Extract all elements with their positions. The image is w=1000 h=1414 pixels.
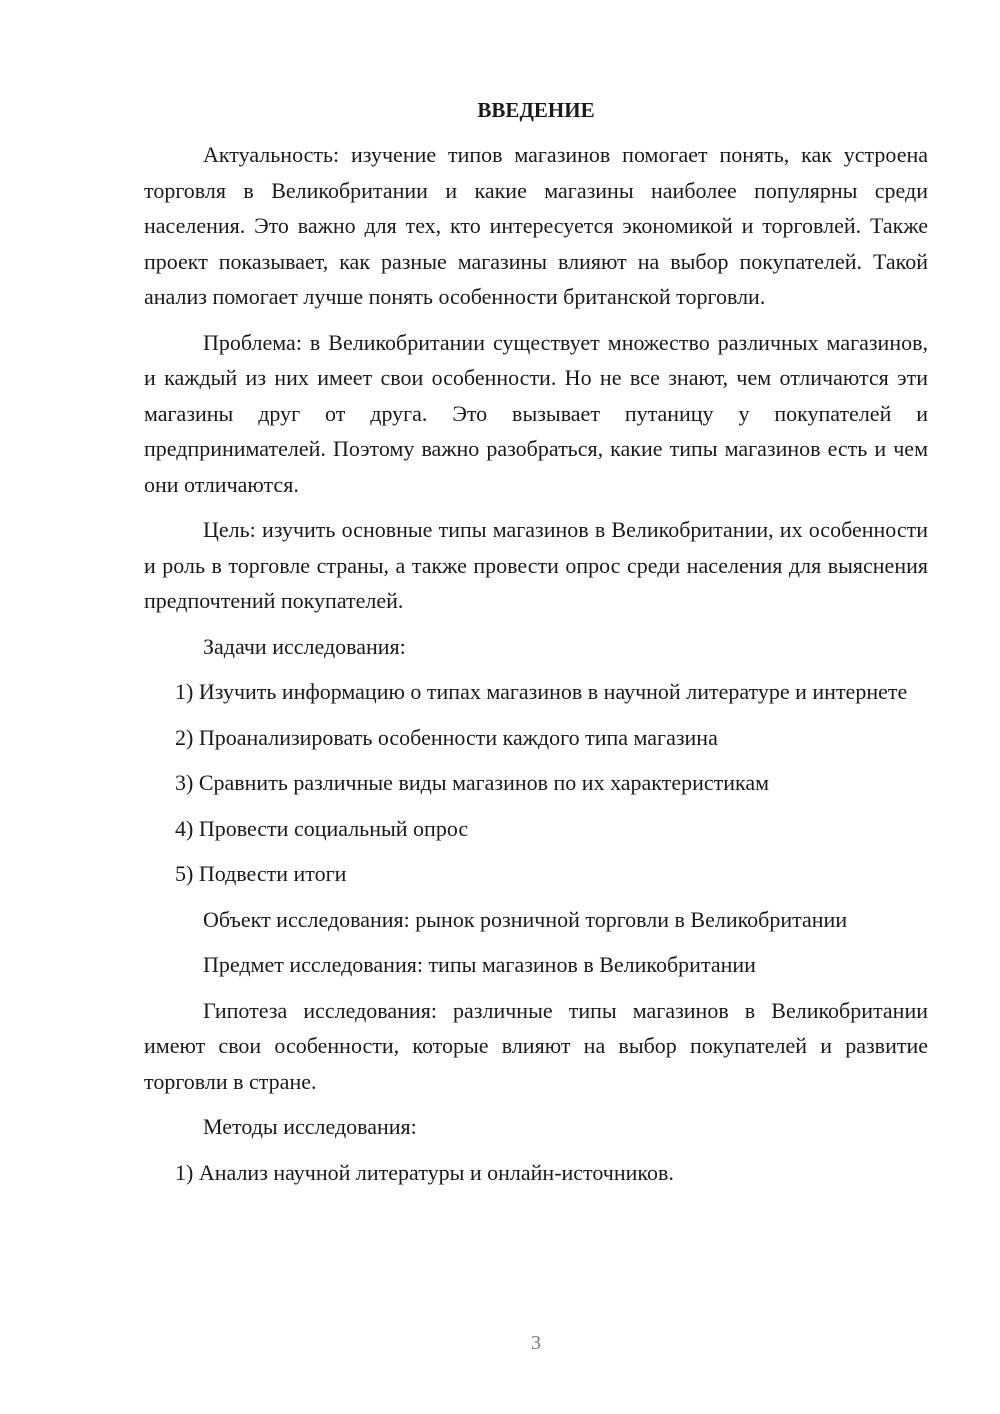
tasks-heading: Задачи исследования:: [203, 633, 406, 659]
hypothesis-paragraph: Гипотеза исследования: различные типы магазинов в Великобритании имеют свои особенности, которые влияют на выбор покупателей и развитие торговли в стране.: [144, 997, 928, 1094]
problem-paragraph: Проблема: в Великобритании существует множество различных магазинов, и каждый из них имеет свои особенности. Но не все знают, чем отличаются эти магазины друг от друга. Это вызывает путаницу у покупателей и предпринимателей. Поэтому важно разобраться, какие типы магазинов есть и чем они отличаются.: [144, 329, 928, 497]
page-number: 3: [531, 1332, 541, 1354]
page-content: [144, 95, 928, 1200]
task-item-5: 5) Подвести итоги: [175, 861, 347, 886]
object-paragraph: Объект исследования: рынок розничной торговли в Великобритании: [203, 906, 848, 932]
goal-paragraph: Цель: изучить основные типы магазинов в Великобритании, их особенности и роль в торговле страны, а также провести опрос среди населения для выяснения предпочтений покупателей.: [144, 517, 928, 613]
subject-paragraph: Предмет исследования: типы магазинов в Великобритании: [203, 952, 756, 977]
task-item-4: 4) Провести социальный опрос: [175, 815, 469, 841]
method-item-1: 1) Анализ научной литературы и онлайн-источников.: [175, 1159, 674, 1185]
task-item-1: 1) Изучить информацию о типах магазинов в научной литературе и интернете: [175, 679, 908, 704]
methods-heading: Методы исследования:: [203, 1114, 417, 1139]
section-title: ВВЕДЕНИЕ: [477, 98, 595, 122]
relevance-paragraph: Актуальность: изучение типов магазинов помогает понять, как устроена торговля в Великобритании и какие магазины наиболее популярны среди населения. Это важно для тех, кто интересуется экономикой и торговлей. Также проект показывает, как разные магазины влияют на выбор покупателей. Такой анализ помогает лучше понять особенности британской торговли.: [144, 142, 928, 309]
task-item-2: 2) Проанализировать особенности каждого типа магазина: [175, 724, 718, 750]
task-item-3: 3) Сравнить различные виды магазинов по их характеристикам: [175, 770, 770, 795]
